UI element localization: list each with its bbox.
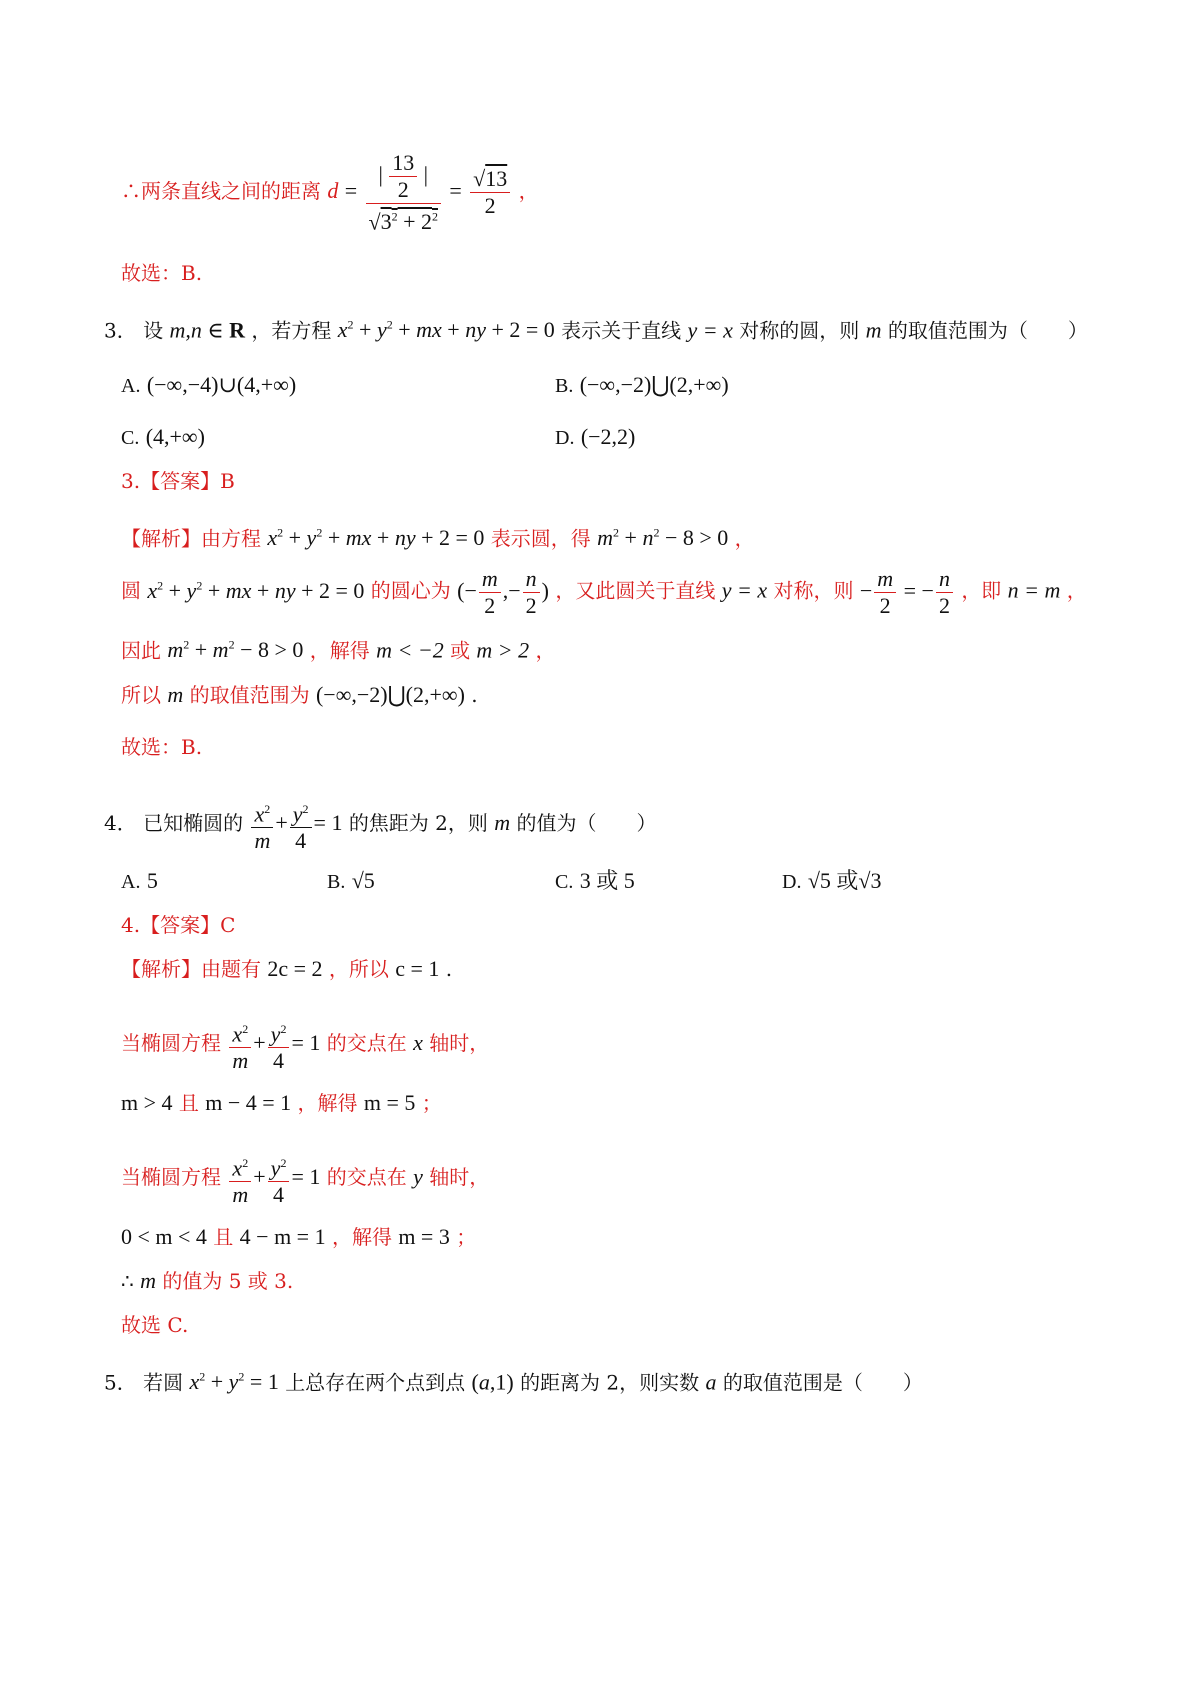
- q4-answer: 4.【答案】C: [121, 913, 236, 937]
- q5-stem: 5． 若圆 $x^2 + y^2 = 1$ 上总存在两个点到点 (a,1) 的距离为 2，则实数 a 的取值范围是（ ）: [104, 1369, 923, 1395]
- q3-option-d[interactable]: D. (−2,2): [555, 424, 636, 449]
- distance-label: ∴两条直线之间的距离: [121, 179, 321, 204]
- equals-1: =: [344, 178, 358, 204]
- q4-analysis-line1: 【解析】由题有 2c = 2 ，所以 c = 1 .: [121, 956, 453, 981]
- q4-option-a[interactable]: A. 5: [121, 868, 158, 893]
- q3-answer: 3.【答案】B: [121, 469, 235, 493]
- q4-analysis-line2: 当椭圆方程 $\frac{x^2}{m}$ + $\frac{y^2}{4}$ = 1 的交点在 x 轴时，: [121, 1016, 489, 1074]
- distance-numerator: | $\frac{13}{2}$ |: [366, 150, 442, 204]
- q4-option-d[interactable]: D. √5 或√3: [782, 868, 882, 893]
- d-symbol: d: [327, 178, 339, 204]
- q3-analysis-line4: 所以 m 的取值范围为 (−∞,−2)⋃(2,+∞) .: [121, 682, 478, 707]
- q3-option-b[interactable]: B. (−∞,−2)⋃(2,+∞): [555, 372, 729, 397]
- q3-analysis-line1: 【解析】由方程 $x^2 + y^2$ + mx + ny + 2 = 0 表示圆，得 $m^2 + n^2 - 8 > 0$ ，: [121, 525, 755, 551]
- q3-analysis-line2: 圆 $x^2 + y^2$ + mx + ny + 2 = 0 的圆心为 (− $\frac{m}{2}$ ,− $\frac{n}{2}$ ) ，又此圆关于直线 y = x 对称，则 − $\frac{m}{2}$ = − $\frac{n}{2}$ ，即 n = m ，: [121, 566, 1087, 618]
- q4-choice: 故选 C.: [121, 1313, 189, 1337]
- q4-analysis-line5: 0 < m < 4 且 4 − m = 1 ，解得 m = 3 ；: [121, 1224, 477, 1249]
- distance-result: $\frac{√13}{2}$: [470, 166, 510, 219]
- q3-option-a[interactable]: A. (−∞,−4)∪(4,+∞): [121, 372, 297, 397]
- q4-analysis-line6: ∴ m 的值为 5 或 3.: [121, 1268, 294, 1293]
- q3-choice: 故选：B.: [121, 735, 203, 759]
- equals-2: =: [449, 178, 462, 204]
- distance-trail: ，: [518, 179, 539, 204]
- q4-ellipse-equation: $\frac{x^2}{m}$ + $\frac{y^2}{4}$ = 1: [249, 810, 342, 835]
- q3-number: 3．: [104, 318, 137, 343]
- q5-number: 5．: [104, 1370, 137, 1395]
- distance-denominator: $√3^2 + 2^2$: [368, 209, 438, 235]
- top-choice: 故选：B.: [121, 261, 203, 285]
- q3-option-c[interactable]: C. (4,+∞): [121, 424, 205, 449]
- q4-analysis-line3: m > 4 且 m − 4 = 1 ，解得 m = 5 ；: [121, 1090, 442, 1115]
- q4-option-c[interactable]: C. 3 或 5: [555, 868, 635, 893]
- q3-stem: 3． 设 m,n ∈ R ，若方程 $x^2 + y^2$ + mx + ny + 2 = 0 表示关于直线 y = x 对称的圆，则 m 的取值范围为（ ）: [104, 317, 1088, 343]
- q4-number: 4．: [104, 811, 137, 836]
- q4-analysis-line4: 当椭圆方程 $\frac{x^2}{m}$ + $\frac{y^2}{4}$ = 1 的交点在 y 轴时，: [121, 1150, 489, 1208]
- distance-line: [121, 150, 539, 235]
- q3-analysis-line3: 因此 $m^2 + m^2 - 8 > 0$ ，解得 m < −2 或 m > 2 ，: [121, 637, 556, 663]
- q4-option-b[interactable]: B. √5: [327, 868, 375, 893]
- q3-equation: $x^2 + y^2$ + mx + ny + 2 = 0: [337, 317, 555, 343]
- distance-fraction: [366, 150, 442, 235]
- q5-circle-equation: $x^2 + y^2 = 1$: [189, 1369, 279, 1395]
- q4-stem: 4． 已知椭圆的 $\frac{x^2}{m}$ + $\frac{y^2}{4}$ = 1 的焦距为 2，则 m 的值为（ ）: [104, 796, 657, 854]
